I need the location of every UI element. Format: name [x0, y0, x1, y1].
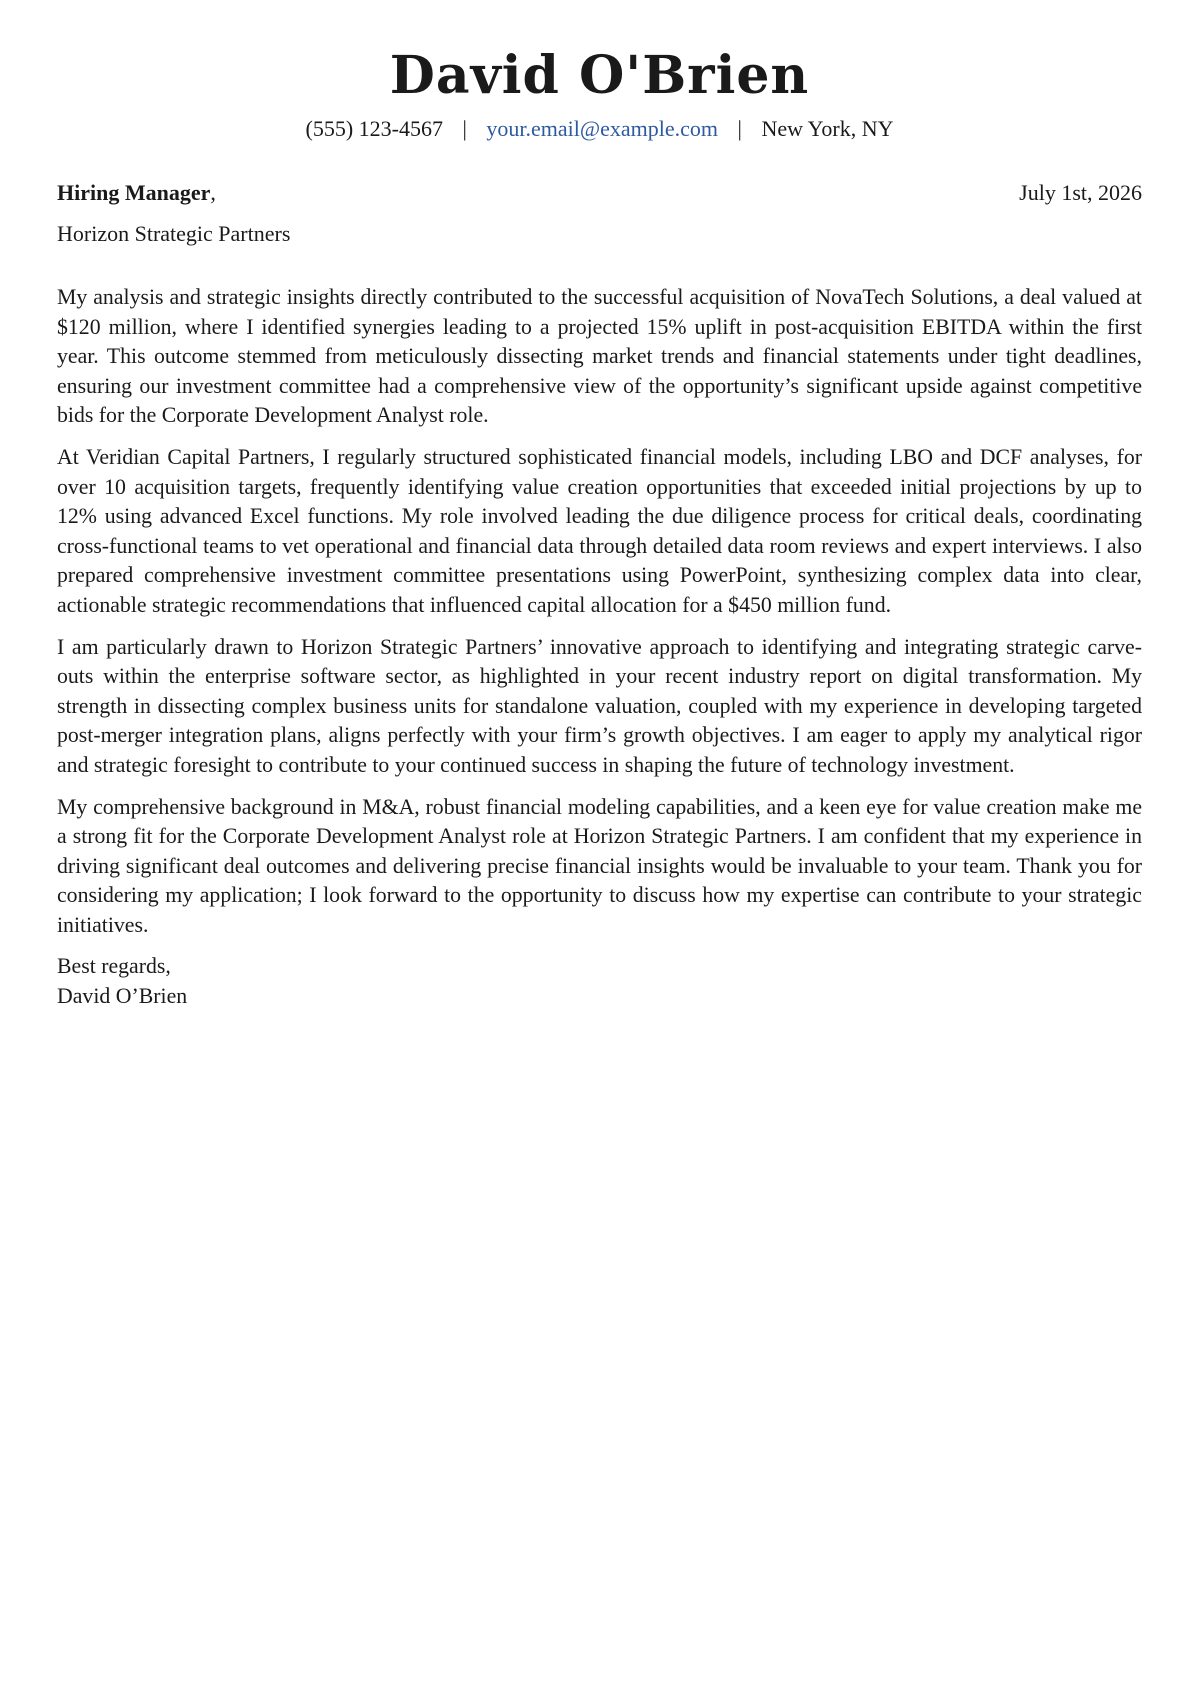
phone-number: (555) 123-4567	[305, 116, 443, 141]
recipient-line	[57, 178, 216, 208]
email-link[interactable]: your.email@example.com	[486, 116, 719, 141]
signature-name: David O’Brien	[57, 984, 188, 1009]
location: New York, NY	[761, 116, 894, 141]
body-paragraph: My comprehensive background in M&A, robust financial modeling capabilities, and a keen eye for value creation make me a strong fit for the Corporate Development Analyst role at Horizon Strategic Partners. I am confident that my experience in driving significant deal outcomes and delivering precise financial insights would be invaluable to your team. Thank you for considering my application; I look forward to the opportunity to discuss how my expertise can contribute to your strategic initiatives.	[57, 794, 1142, 937]
closing-salutation: Best regards,	[57, 954, 171, 979]
body-paragraph: I am particularly drawn to Horizon Strategic Partners’ innovative approach to identifying and integrating strategic carve-outs within the enterprise software sector, as highlighted in your recent industry report on digital transformation. My strength in dissecting complex business units for standalone valuation, coupled with my experience in developing targeted post-merger integration plans, aligns perfectly with your firm’s growth objectives. I am eager to apply my analytical rigor and strategic foresight to contribute to your continued success in shaping the future of technology investment.	[57, 634, 1142, 777]
contact-separator: |	[737, 116, 742, 141]
recipient-name: Hiring Manager	[57, 180, 211, 205]
body-paragraph: My analysis and strategic insights directly contributed to the successful acquisition of NovaTech Solutions, a deal valued at $120 million, where I identified synergies leading to a projected 15% uplift in post-acquisition EBITDA within the first year. This outcome stemmed from meticulously dissecting market trends and financial statements under tight deadlines, ensuring our investment committee had a comprehensive view of the opportunity’s significant upside against competitive bids for the Corporate Development Analyst role.	[57, 285, 1142, 428]
letter-body	[57, 283, 1142, 1012]
letter-closing	[57, 952, 1142, 1011]
recipient-company: Horizon Strategic Partners	[57, 221, 291, 246]
contact-line	[57, 114, 1142, 144]
body-paragraph: At Veridian Capital Partners, I regularly structured sophisticated financial models, including LBO and DCF analyses, for over 10 acquisition targets, frequently identifying value creation opportunities that exceeded initial projections by up to 12% using advanced Excel functions. My role involved leading the due diligence process for critical deals, coordinating cross-functional teams to vet operational and financial data through detailed data room reviews and expert interviews. I also prepared comprehensive investment committee presentations using PowerPoint, synthesizing complex data into clear, actionable strategic recommendations that influenced capital allocation for a $450 million fund.	[57, 444, 1142, 617]
contact-separator: |	[462, 116, 467, 141]
recipient-name-comma: ,	[210, 180, 216, 205]
applicant-name: David O'Brien	[389, 45, 810, 106]
letter-date: July 1st, 2026	[1019, 180, 1142, 205]
